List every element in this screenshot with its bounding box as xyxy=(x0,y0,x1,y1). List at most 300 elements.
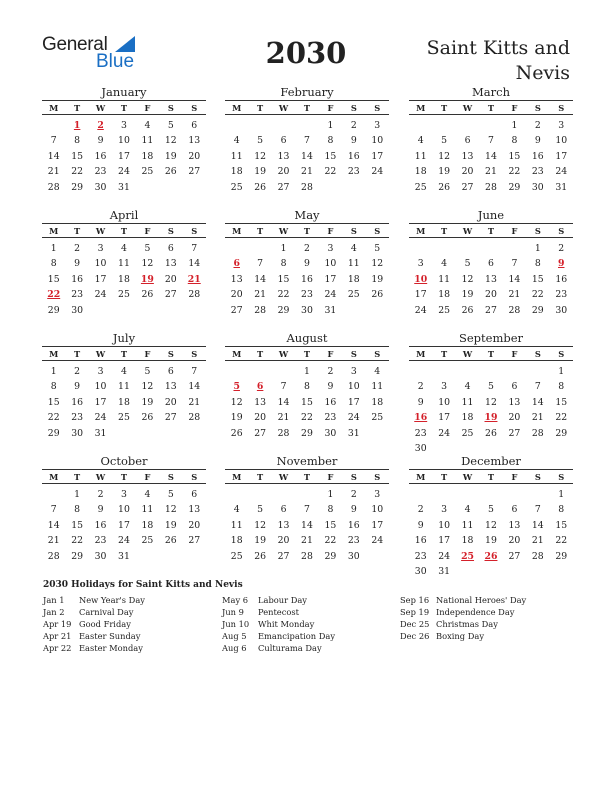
day-cell: 4 xyxy=(121,243,127,254)
day-cell: 10 xyxy=(371,504,384,516)
holiday-row xyxy=(400,618,526,630)
day-blank xyxy=(409,118,432,133)
day-grid xyxy=(409,484,573,579)
weekday-label: T xyxy=(74,348,81,359)
day-cell: 2 xyxy=(74,243,81,254)
holiday-date: Jun 10 xyxy=(222,619,250,629)
day-cell: 13 xyxy=(230,273,243,285)
day-cell: 17 xyxy=(118,150,130,162)
day-cell: 23 xyxy=(531,166,544,178)
day-cell: 10 xyxy=(94,258,107,270)
weekday-label: S xyxy=(167,471,174,482)
day-cell: 11 xyxy=(230,150,243,162)
day-cell: 7 xyxy=(511,258,518,270)
day-cell: 24 xyxy=(555,166,568,178)
day-cell: 29 xyxy=(301,427,313,439)
day-cell: 18 xyxy=(141,150,154,162)
weekday-label: W xyxy=(278,348,289,359)
weekday-label: F xyxy=(511,225,518,236)
holiday-row xyxy=(222,606,335,618)
holiday-date: May 6 xyxy=(222,595,249,605)
day-cell: 18 xyxy=(461,535,474,547)
day-cell: 3 xyxy=(350,366,357,377)
day-cell: 19 xyxy=(164,150,177,162)
day-cell: 15 xyxy=(301,396,313,408)
day-cell: 22 xyxy=(301,412,313,424)
weekday-label: T xyxy=(487,348,495,359)
day-cell: 16 xyxy=(71,273,84,285)
weekday-label: M xyxy=(232,102,242,113)
holiday-name: Carnival Day xyxy=(79,607,134,617)
holiday-name: Easter Sunday xyxy=(79,631,141,641)
day-cell: 16 xyxy=(324,396,337,408)
day-cell: 1 xyxy=(511,120,518,131)
day-cell: 10 xyxy=(438,396,451,408)
day-cell: 28 xyxy=(531,427,544,439)
day-cell: 7 xyxy=(50,135,57,147)
day-cell: 28 xyxy=(301,181,313,193)
weekday-label: T xyxy=(74,102,81,113)
weekday-label: M xyxy=(232,225,242,236)
day-blank xyxy=(503,364,526,379)
holiday-name: Whit Monday xyxy=(258,619,315,629)
day-cell: 21 xyxy=(301,166,313,178)
day-cell: 16 xyxy=(347,519,360,531)
weekday-label: S xyxy=(191,348,198,359)
day-cell: 17 xyxy=(324,273,337,285)
holiday-name: National Heroes' Day xyxy=(436,595,527,605)
day-cell: 14 xyxy=(485,150,497,162)
weekday-label: S xyxy=(350,225,357,236)
day-cell: 17 xyxy=(414,289,427,301)
day-cell: 4 xyxy=(464,504,471,516)
month-april xyxy=(42,208,206,318)
day-cell: 9 xyxy=(74,258,81,270)
weekday-header xyxy=(225,223,389,238)
day-cell: 5 xyxy=(257,135,264,147)
day-cell: 29 xyxy=(47,427,60,439)
day-cell: 12 xyxy=(141,381,154,393)
day-cell: 27 xyxy=(508,427,521,439)
day-blank xyxy=(248,487,271,502)
day-cell: 23 xyxy=(94,166,107,178)
day-cell: 26 xyxy=(371,289,384,301)
day-cell: 1 xyxy=(327,489,334,500)
month-july xyxy=(42,331,206,441)
day-cell: 4 xyxy=(441,258,448,270)
day-cell: 8 xyxy=(327,135,334,147)
day-cell: 6 xyxy=(191,120,198,131)
day-cell: 20 xyxy=(485,289,497,301)
country-name-line2: Nevis xyxy=(515,62,570,84)
day-cell: 27 xyxy=(485,304,497,316)
holiday-row xyxy=(222,594,335,606)
day-cell: 23 xyxy=(301,289,313,301)
day-cell: 8 xyxy=(74,504,81,516)
weekday-label: T xyxy=(74,471,81,482)
day-cell: 31 xyxy=(347,427,360,439)
day-cell: 2 xyxy=(97,489,104,500)
day-cell: 24 xyxy=(94,412,107,424)
day-cell: 20 xyxy=(508,412,521,424)
day-cell: 27 xyxy=(188,166,201,178)
day-cell: 29 xyxy=(555,550,568,562)
day-cell: 19 xyxy=(230,412,243,424)
day-cell: 28 xyxy=(188,412,201,424)
weekday-label: S xyxy=(534,471,541,482)
day-cell: 14 xyxy=(188,381,201,393)
month-january xyxy=(42,85,206,195)
day-cell: 12 xyxy=(461,273,474,285)
day-cell: 21 xyxy=(531,535,544,547)
holiday-row xyxy=(222,618,335,630)
weekday-label: M xyxy=(416,471,426,482)
day-cell: 4 xyxy=(233,135,240,147)
holiday-date: Apr 22 xyxy=(43,643,72,653)
weekday-label: F xyxy=(327,102,334,113)
day-cell: 24 xyxy=(118,535,130,547)
day-cell: 21 xyxy=(277,412,290,424)
day-cell: 18 xyxy=(141,519,154,531)
day-cell: 5 xyxy=(167,489,174,500)
day-cell: 27 xyxy=(254,427,267,439)
day-cell: 16 xyxy=(94,519,107,531)
day-cell: 30 xyxy=(301,304,313,316)
day-cell: 13 xyxy=(164,381,177,393)
day-cell: 15 xyxy=(555,519,568,531)
day-blank xyxy=(225,364,248,379)
day-cell: 17 xyxy=(371,150,384,162)
day-cell: 19 xyxy=(438,166,451,178)
day-cell: 26 xyxy=(461,304,474,316)
day-cell: 20 xyxy=(164,273,177,285)
holiday-name: Christmas Day xyxy=(436,619,498,629)
weekday-label: W xyxy=(278,471,289,482)
day-cell: 20 xyxy=(461,166,474,178)
day-cell: 5 xyxy=(144,366,151,377)
day-cell: 9 xyxy=(417,396,424,408)
weekday-label: S xyxy=(534,225,541,236)
day-cell: 23 xyxy=(347,535,360,547)
day-cell: 25 xyxy=(230,550,243,562)
weekday-label: S xyxy=(167,225,174,236)
holiday-day-cell: 19 xyxy=(140,273,154,285)
weekday-label: M xyxy=(49,225,59,236)
day-cell: 3 xyxy=(441,504,448,516)
day-cell: 23 xyxy=(324,412,337,424)
day-cell: 30 xyxy=(555,304,568,316)
weekday-label: S xyxy=(534,102,541,113)
day-cell: 13 xyxy=(461,150,474,162)
day-cell: 27 xyxy=(188,535,201,547)
day-blank xyxy=(479,487,502,502)
day-cell: 7 xyxy=(304,135,310,147)
weekday-label: F xyxy=(327,471,334,482)
day-cell: 15 xyxy=(71,150,84,162)
day-cell: 28 xyxy=(485,181,497,193)
holiday-date: Dec 26 xyxy=(400,631,430,641)
day-cell: 31 xyxy=(438,565,451,577)
holiday-row xyxy=(43,606,145,618)
day-cell: 8 xyxy=(74,135,81,147)
day-cell: 30 xyxy=(414,565,427,577)
weekday-label: S xyxy=(374,102,381,113)
day-cell: 26 xyxy=(164,535,177,547)
weekday-label: T xyxy=(441,471,448,482)
weekday-label: S xyxy=(534,348,541,359)
day-cell: 26 xyxy=(485,427,497,439)
holiday-day-cell: 1 xyxy=(73,120,81,131)
day-cell: 14 xyxy=(531,396,544,408)
weekday-header xyxy=(42,223,206,238)
day-cell: 21 xyxy=(188,396,201,408)
weekday-label: T xyxy=(487,102,495,113)
day-grid xyxy=(225,115,389,195)
day-cell: 12 xyxy=(254,150,267,162)
day-cell: 26 xyxy=(141,289,154,301)
weekday-label: S xyxy=(350,348,357,359)
day-cell: 28 xyxy=(188,289,201,301)
day-blank xyxy=(432,364,455,379)
day-cell: 25 xyxy=(461,427,474,439)
day-cell: 20 xyxy=(188,519,201,531)
day-cell: 8 xyxy=(327,504,334,516)
holiday-name: Pentecost xyxy=(258,607,299,617)
weekday-label: T xyxy=(120,348,128,359)
day-cell: 4 xyxy=(144,120,151,131)
day-blank xyxy=(479,364,502,379)
weekday-header xyxy=(42,346,206,361)
day-cell: 19 xyxy=(254,535,267,547)
day-cell: 9 xyxy=(350,504,357,516)
holiday-name: Easter Monday xyxy=(79,643,143,653)
day-cell: 28 xyxy=(47,181,60,193)
day-cell: 8 xyxy=(558,381,565,393)
logo-text-blue: Blue xyxy=(96,51,135,72)
day-cell: 6 xyxy=(167,366,174,377)
day-cell: 18 xyxy=(230,535,243,547)
day-cell: 14 xyxy=(47,150,60,162)
day-cell: 14 xyxy=(47,519,60,531)
day-cell: 31 xyxy=(118,550,130,562)
weekday-label: S xyxy=(374,471,381,482)
day-cell: 9 xyxy=(97,135,104,147)
day-cell: 12 xyxy=(230,396,243,408)
holiday-day-cell: 21 xyxy=(187,273,201,285)
day-cell: 18 xyxy=(230,166,243,178)
weekday-label: W xyxy=(462,225,473,236)
day-cell: 18 xyxy=(371,396,384,408)
day-cell: 26 xyxy=(254,181,267,193)
day-cell: 2 xyxy=(417,381,424,393)
weekday-label: M xyxy=(232,471,242,482)
day-grid xyxy=(42,361,206,441)
day-cell: 16 xyxy=(347,150,360,162)
day-cell: 8 xyxy=(304,381,310,393)
weekday-label: W xyxy=(278,225,289,236)
weekday-label: F xyxy=(144,225,151,236)
day-cell: 5 xyxy=(464,258,471,270)
weekday-label: S xyxy=(558,348,565,359)
weekday-header xyxy=(225,469,389,484)
holiday-day-cell: 9 xyxy=(558,258,565,270)
day-cell: 22 xyxy=(47,412,60,424)
day-blank xyxy=(272,118,295,133)
day-cell: 29 xyxy=(508,181,521,193)
day-blank xyxy=(248,118,271,133)
holiday-row xyxy=(222,630,335,642)
day-cell: 24 xyxy=(94,289,107,301)
day-cell: 9 xyxy=(327,381,334,393)
day-cell: 25 xyxy=(118,412,130,424)
day-cell: 22 xyxy=(531,289,544,301)
weekday-label: W xyxy=(462,102,473,113)
holiday-row xyxy=(400,606,526,618)
day-cell: 24 xyxy=(414,304,427,316)
weekday-label: F xyxy=(144,348,151,359)
day-cell: 21 xyxy=(254,289,267,301)
day-cell: 15 xyxy=(47,396,60,408)
day-cell: 22 xyxy=(71,166,84,178)
day-cell: 12 xyxy=(438,150,451,162)
day-cell: 5 xyxy=(441,135,448,147)
weekday-label: S xyxy=(558,225,565,236)
day-cell: 15 xyxy=(71,519,84,531)
day-cell: 5 xyxy=(257,504,264,516)
day-cell: 29 xyxy=(555,427,568,439)
day-cell: 8 xyxy=(511,135,518,147)
day-cell: 29 xyxy=(71,181,84,193)
day-cell: 21 xyxy=(301,535,313,547)
weekday-label: T xyxy=(487,225,495,236)
weekday-label: S xyxy=(558,102,565,113)
weekday-label: W xyxy=(95,225,106,236)
day-grid xyxy=(42,484,206,564)
holiday-day-cell: 2 xyxy=(97,120,104,131)
day-cell: 3 xyxy=(558,120,565,131)
day-cell: 6 xyxy=(511,504,518,516)
day-cell: 10 xyxy=(347,381,360,393)
day-cell: 5 xyxy=(488,381,494,393)
day-cell: 8 xyxy=(280,258,287,270)
country-name xyxy=(427,36,570,86)
weekday-label: T xyxy=(74,225,81,236)
weekday-label: T xyxy=(487,471,495,482)
day-cell: 1 xyxy=(50,243,57,254)
day-cell: 7 xyxy=(304,504,310,516)
day-blank xyxy=(409,364,432,379)
day-cell: 23 xyxy=(414,550,427,562)
day-cell: 11 xyxy=(230,519,243,531)
month-november xyxy=(225,454,389,564)
holiday-name: Boxing Day xyxy=(436,631,485,641)
day-cell: 7 xyxy=(534,381,541,393)
day-cell: 27 xyxy=(164,412,177,424)
holiday-day-cell: 16 xyxy=(414,412,428,424)
day-cell: 3 xyxy=(441,381,448,393)
day-cell: 27 xyxy=(461,181,474,193)
day-cell: 11 xyxy=(141,504,154,516)
day-cell: 31 xyxy=(94,427,107,439)
weekday-label: S xyxy=(374,225,381,236)
day-cell: 11 xyxy=(347,258,360,270)
holiday-column xyxy=(222,594,335,654)
day-cell: 12 xyxy=(141,258,154,270)
day-blank xyxy=(409,241,432,256)
day-cell: 10 xyxy=(324,258,337,270)
weekday-label: T xyxy=(303,348,311,359)
day-cell: 15 xyxy=(508,150,521,162)
weekday-label: W xyxy=(462,348,473,359)
day-cell: 22 xyxy=(277,289,290,301)
day-cell: 4 xyxy=(121,366,127,377)
day-cell: 16 xyxy=(301,273,313,285)
day-cell: 1 xyxy=(534,243,541,254)
calendar-year: 2030 xyxy=(265,36,347,70)
holidays-title: 2030 Holidays for Saint Kitts and Nevis xyxy=(43,580,243,590)
day-cell: 29 xyxy=(47,304,60,316)
day-cell: 25 xyxy=(141,535,154,547)
weekday-label: T xyxy=(441,102,448,113)
day-cell: 21 xyxy=(47,166,60,178)
day-cell: 29 xyxy=(324,550,337,562)
day-blank xyxy=(272,364,295,379)
day-cell: 19 xyxy=(141,396,154,408)
day-cell: 13 xyxy=(254,396,267,408)
day-cell: 25 xyxy=(141,166,154,178)
day-cell: 10 xyxy=(118,135,130,147)
day-cell: 13 xyxy=(277,519,290,531)
day-cell: 31 xyxy=(555,181,568,193)
day-cell: 24 xyxy=(118,166,130,178)
day-cell: 15 xyxy=(324,150,337,162)
day-cell: 5 xyxy=(167,120,174,131)
day-cell: 4 xyxy=(350,243,357,254)
weekday-label: S xyxy=(191,225,198,236)
holiday-name: Good Friday xyxy=(79,619,131,629)
day-cell: 5 xyxy=(144,243,151,254)
day-cell: 28 xyxy=(254,304,267,316)
day-cell: 14 xyxy=(188,258,201,270)
day-cell: 17 xyxy=(371,519,384,531)
day-blank xyxy=(225,241,248,256)
weekday-label: T xyxy=(257,102,264,113)
day-cell: 3 xyxy=(374,120,381,131)
day-cell: 2 xyxy=(558,243,565,254)
day-cell: 13 xyxy=(485,273,497,285)
weekday-label: F xyxy=(511,102,518,113)
day-cell: 22 xyxy=(555,535,568,547)
weekday-label: W xyxy=(95,348,106,359)
day-cell: 14 xyxy=(301,150,313,162)
holiday-column xyxy=(400,594,526,642)
day-cell: 26 xyxy=(164,166,177,178)
day-cell: 20 xyxy=(277,535,290,547)
day-cell: 8 xyxy=(50,381,57,393)
day-cell: 17 xyxy=(94,273,107,285)
day-cell: 30 xyxy=(94,550,107,562)
weekday-label: F xyxy=(511,471,518,482)
day-cell: 1 xyxy=(74,489,81,500)
weekday-label: S xyxy=(191,102,198,113)
day-cell: 7 xyxy=(257,258,264,270)
day-cell: 25 xyxy=(414,181,427,193)
day-cell: 9 xyxy=(534,135,541,147)
day-cell: 27 xyxy=(230,304,243,316)
holiday-name: Labour Day xyxy=(258,595,307,605)
day-cell: 7 xyxy=(191,366,198,377)
day-cell: 18 xyxy=(347,273,360,285)
